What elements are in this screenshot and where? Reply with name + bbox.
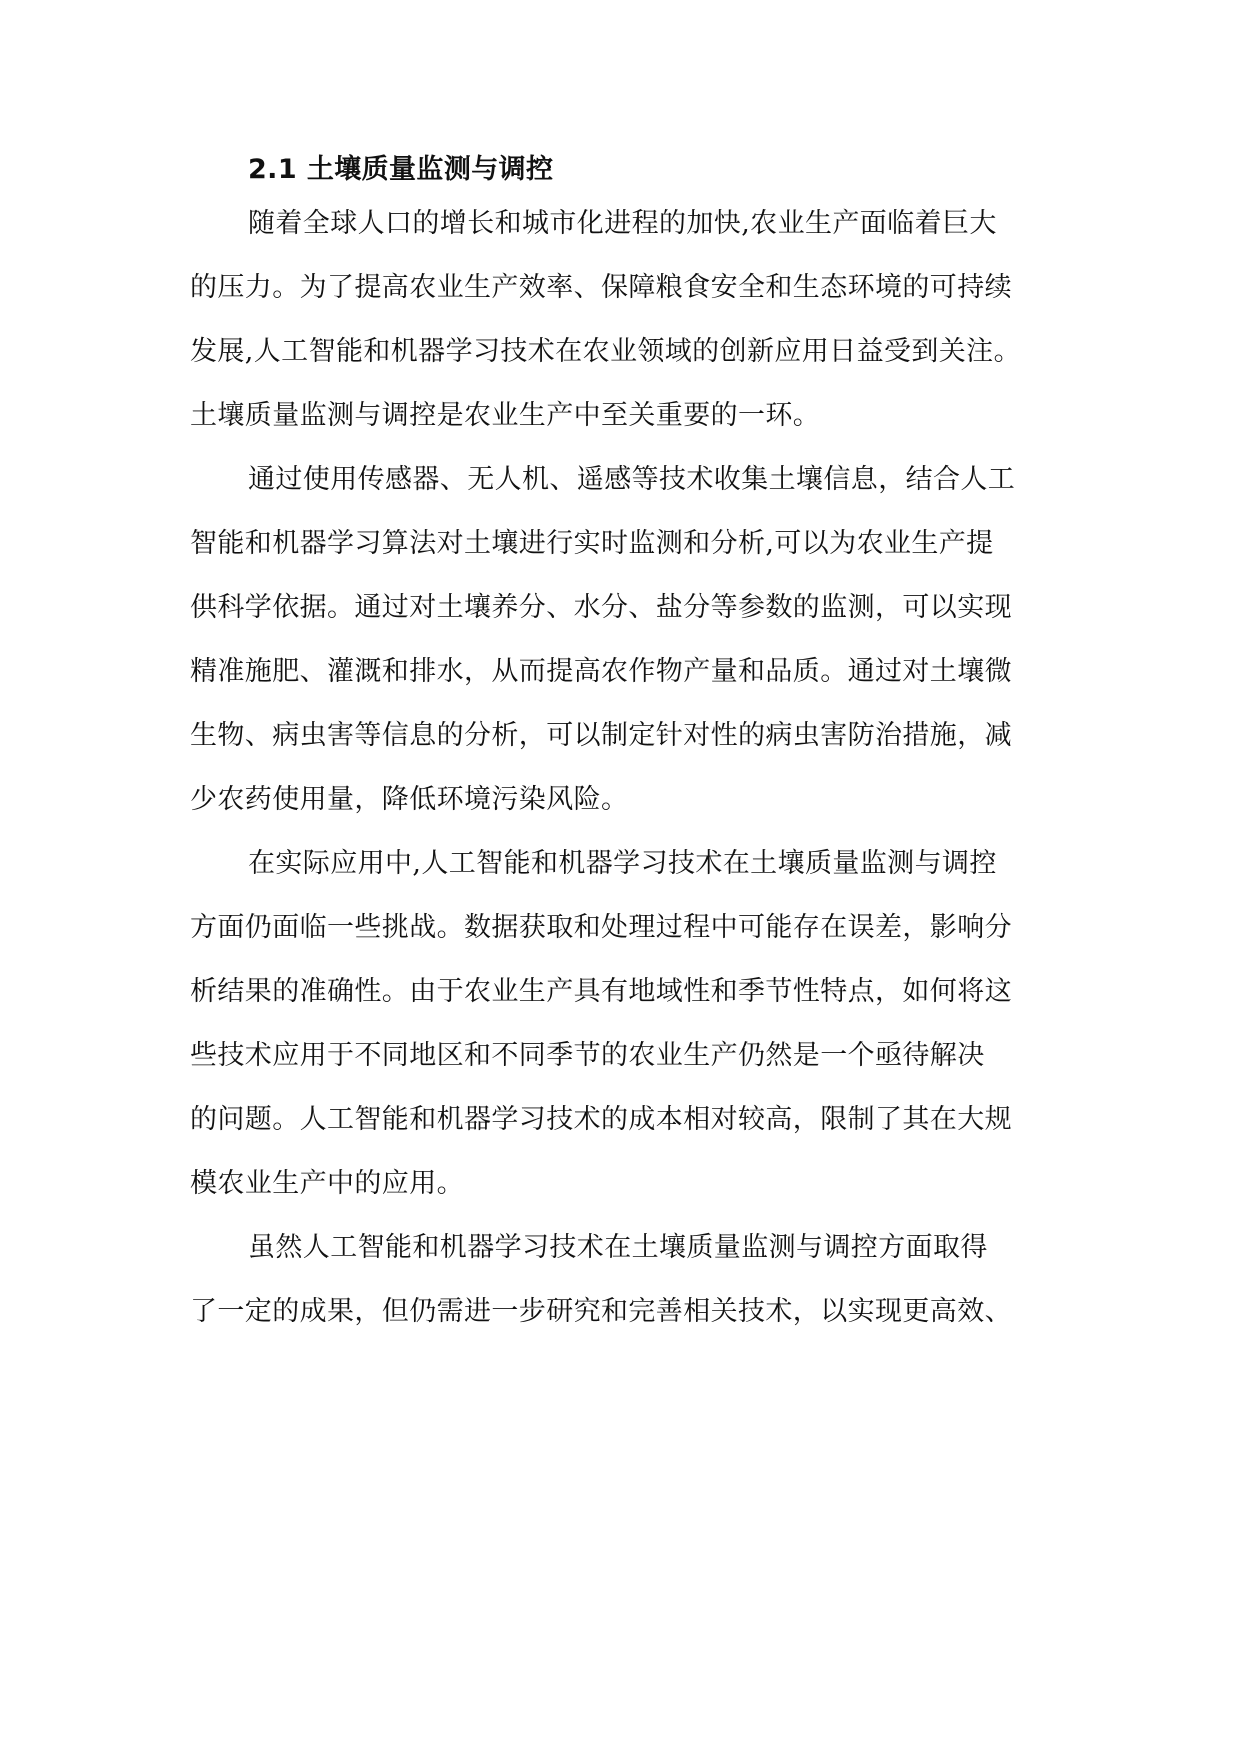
paragraph-2-line-6: 少农药使用量，降低环境污染风险。 [190, 784, 629, 815]
paragraph-1-line-2: 的压力。为了提高农业生产效率、保障粮食安全和生态环境的可持续 [190, 272, 1012, 303]
paragraph-1-line-1: 随着全球人口的增长和城市化进程的加快,农业生产面临着巨大 [248, 208, 997, 239]
paragraph-3-line-3: 析结果的准确性。由于农业生产具有地域性和季节性特点，如何将这 [190, 976, 1012, 1007]
paragraph-3-line-2: 方面仍面临一些挑战。数据获取和处理过程中可能存在误差，影响分 [190, 912, 1012, 943]
paragraph-1-line-3: 发展,人工智能和机器学习技术在农业领域的创新应用日益受到关注。 [190, 336, 1021, 367]
paragraph-4-line-1: 虽然人工智能和机器学习技术在土壤质量监测与调控方面取得 [248, 1232, 988, 1263]
paragraph-3-line-5: 的问题。人工智能和机器学习技术的成本相对较高，限制了其在大规 [190, 1104, 1012, 1135]
paragraph-2-line-3: 供科学依据。通过对土壤养分、水分、盐分等参数的监测，可以实现 [190, 592, 1012, 623]
paragraph-2-line-2: 智能和机器学习算法对土壤进行实时监测和分析,可以为农业生产提 [190, 528, 994, 559]
paragraph-2-line-1: 通过使用传感器、无人机、遥感等技术收集土壤信息，结合人工 [248, 464, 1016, 495]
paragraph-2-line-4: 精准施肥、灌溉和排水，从而提高农作物产量和品质。通过对土壤微 [190, 656, 1012, 687]
paragraph-2-line-5: 生物、病虫害等信息的分析，可以制定针对性的病虫害防治措施，减 [190, 720, 1012, 751]
paragraph-1-line-4: 土壤质量监测与调控是农业生产中至关重要的一环。 [190, 400, 821, 431]
paragraph-3-line-6: 模农业生产中的应用。 [190, 1168, 464, 1199]
paragraph-3-line-4: 些技术应用于不同地区和不同季节的农业生产仍然是一个亟待解决 [190, 1040, 985, 1071]
section-heading: 2.1 土壤质量监测与调控 [248, 154, 554, 185]
paragraph-3-line-1: 在实际应用中,人工智能和机器学习技术在土壤质量监测与调控 [248, 848, 997, 879]
paragraph-4-line-2: 了一定的成果，但仍需进一步研究和完善相关技术，以实现更高效、 [190, 1296, 1012, 1327]
